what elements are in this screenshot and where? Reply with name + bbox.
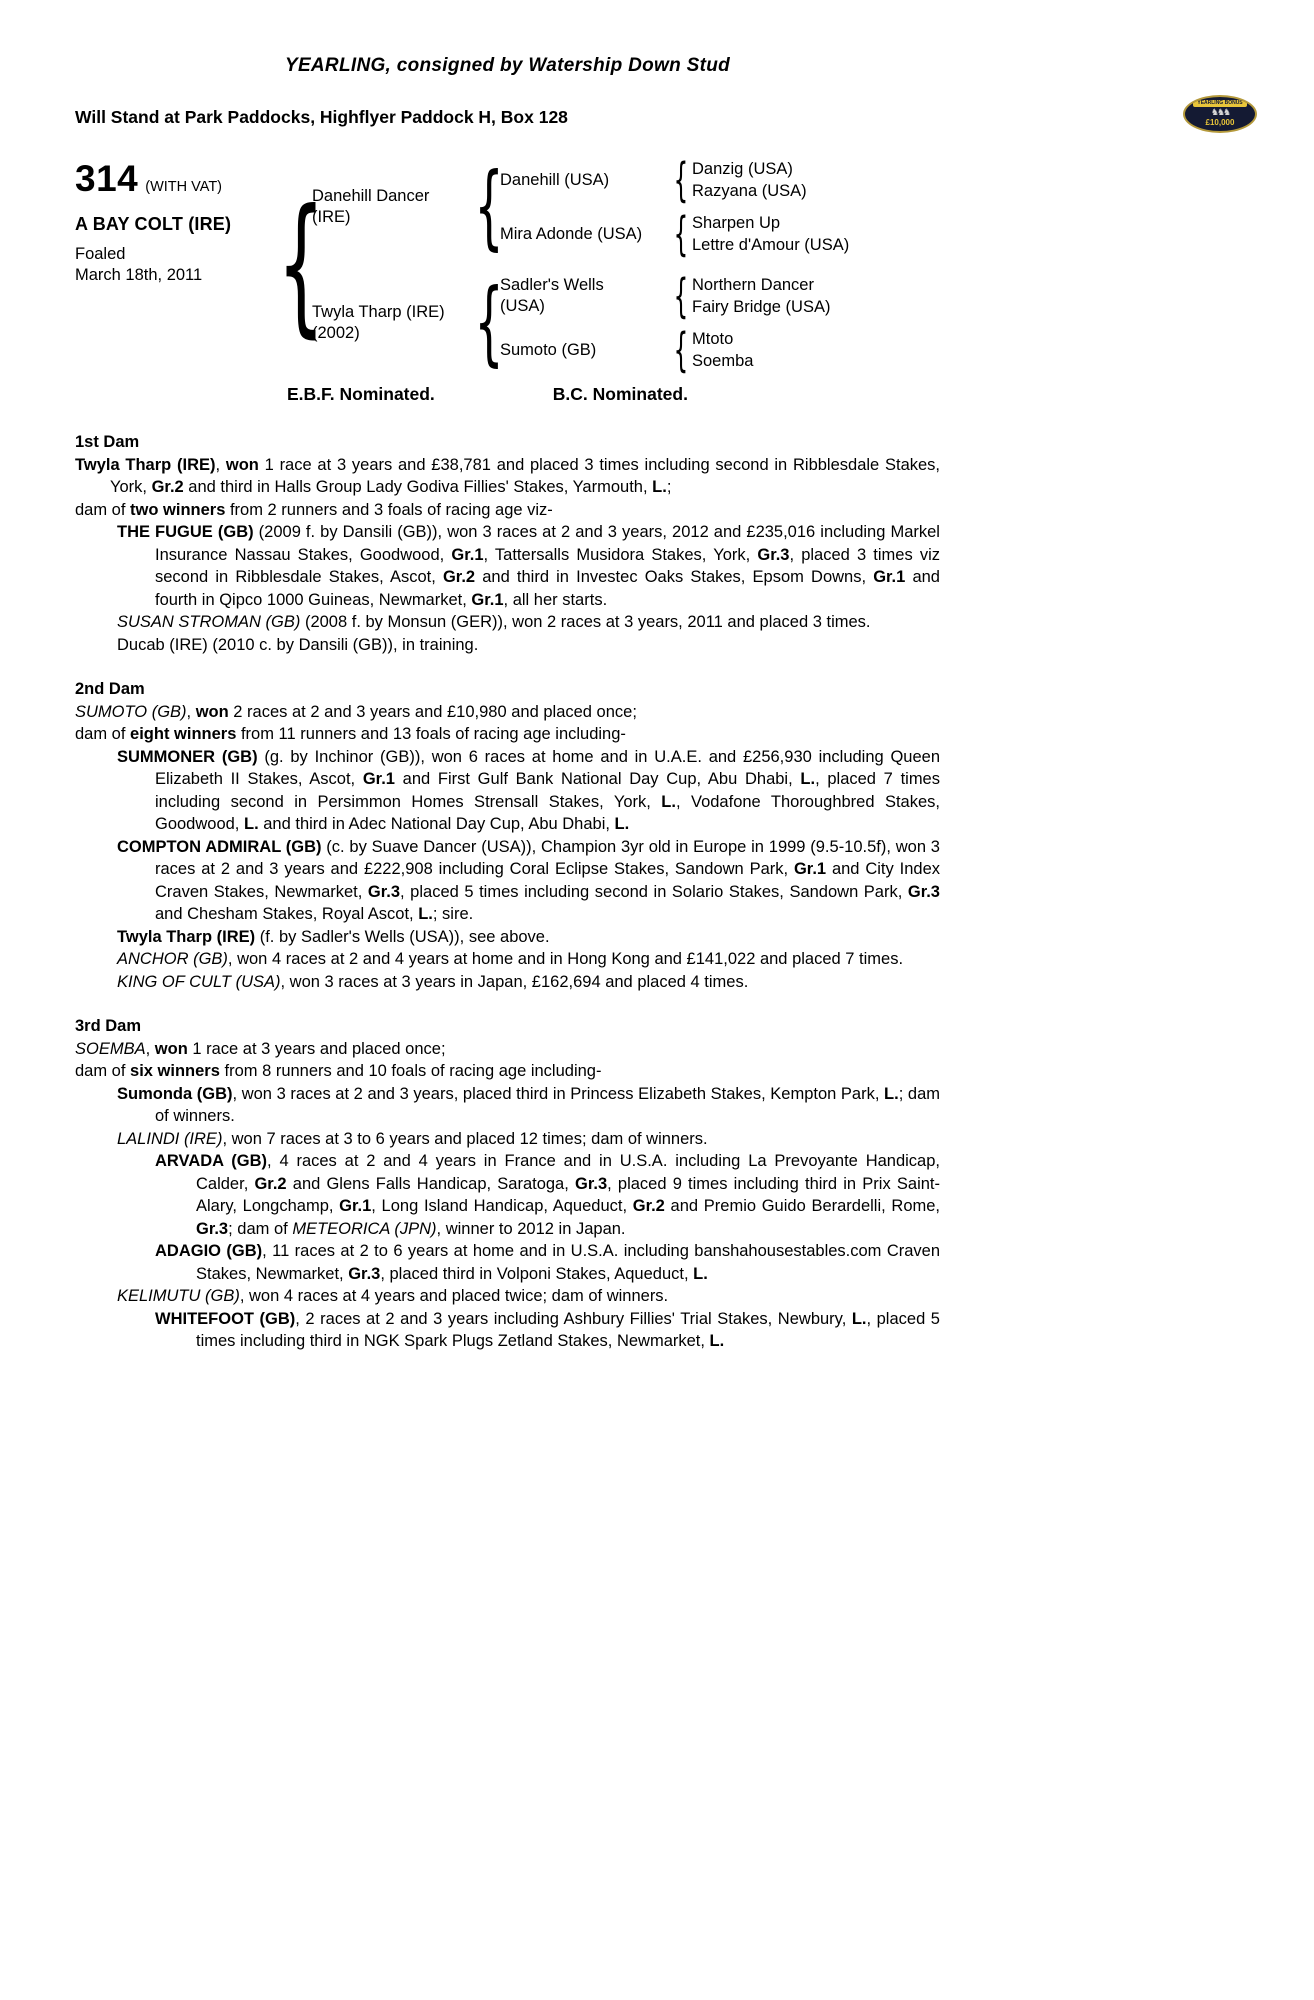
paragraph: Sumonda (GB), won 3 races at 2 and 3 years, placed third in Princess Elizabeth Stakes, Kempton Park, L.; dam of winners. xyxy=(117,1084,940,1125)
catalogue-page xyxy=(75,0,940,1353)
paragraph: SUMOTO (GB), won 2 races at 2 and 3 years and £10,980 and placed once; xyxy=(75,702,637,721)
paragraph: KELIMUTU (GB), won 4 races at 4 years and placed twice; dam of winners. xyxy=(117,1287,669,1305)
paragraph: SUMMONER (GB) (g. by Inchinor (GB)), won 6 races at home and in U.A.E. and £256,930 including Queen Elizabeth II Stakes, Ascot, Gr.1 and First Gulf Bank National Day Cup, Abu Dhabi, L., placed 7 times including second in Persimmon Homes Strensall Stakes, York, L., Vodafone Thoroughbred Stakes, Goodwood, L. and third in Adec National Day Cup, Abu Dhabi, L. xyxy=(117,747,940,833)
paragraph: Twyla Tharp (IRE), won 1 race at 3 years and £38,781 and placed 3 times including second in Ribblesdale Stakes, York, Gr.2 and third in Halls Group Lady Godiva Fillies' Stakes, Yarmouth, L.; xyxy=(75,455,941,496)
paragraph: KING OF CULT (USA), won 3 races at 3 years in Japan, £162,694 and placed 4 times. xyxy=(117,972,749,991)
foaled-label: Foaled xyxy=(75,245,126,263)
brace-sire-sire xyxy=(670,158,692,202)
paragraph: dam of six winners from 8 runners and 10 foals of racing age including- xyxy=(75,1062,602,1080)
paragraph: ADAGIO (GB), 11 races at 2 to 6 years at home and in U.S.A. including banshahousestables.com Craven Stakes, Newmarket, Gr.3, placed third in Volponi Stakes, Aqueduct, L. xyxy=(155,1242,941,1283)
stand-location-line: Will Stand at Park Paddocks, Highflyer Paddock H, Box 128 xyxy=(75,107,568,127)
foaled-date: March 18th, 2011 xyxy=(75,266,203,284)
pedigree-sire-dam-sire: Sharpen Up xyxy=(692,214,781,232)
pedigree-sire-sire-dam: Razyana (USA) xyxy=(692,182,807,200)
brace-dam-sire xyxy=(670,274,692,318)
paragraph: ANCHOR (GB), won 4 races at 2 and 4 years at home and in Hong Kong and £141,022 and placed 7 times. xyxy=(117,950,904,968)
brace-sire-dam xyxy=(670,212,692,256)
paragraph: dam of eight winners from 11 runners and 13 foals of racing age including- xyxy=(75,725,626,743)
pedigree-text xyxy=(75,431,940,1353)
ebf-nominated-label: E.B.F. Nominated. xyxy=(287,384,435,404)
yearling-bonus-badge xyxy=(1183,95,1257,133)
paragraph: LALINDI (IRE), won 7 races at 3 to 6 years and placed 12 times; dam of winners. xyxy=(117,1129,708,1148)
paragraph: SUSAN STROMAN (GB) (2008 f. by Monsun (GER)), won 2 races at 3 years, 2011 and placed 3 times. xyxy=(117,613,871,631)
paragraph: SOEMBA, won 1 race at 3 years and placed once; xyxy=(75,1039,446,1058)
pedigree-sire-sire: Danehill (USA) xyxy=(500,170,610,189)
brace-dam xyxy=(478,274,500,372)
lot-description: A BAY COLT (IRE) xyxy=(75,214,232,234)
nominations-row xyxy=(75,384,940,405)
bc-nominated-label: B.C. Nominated. xyxy=(552,384,688,404)
paragraph: THE FUGUE (GB) (2009 f. by Dansili (GB)), won 3 races at 2 and 3 years, 2012 and £235,016 including Markel Insurance Nassau Stakes, Goodwood, Gr.1, Tattersalls Musidora Stakes, York, Gr.3, placed 3 times viz second in Ribblesdale Stakes, Ascot, Gr.2 and third in Investec Oaks Stakes, Epsom Downs, Gr.1 and fourth in Qipco 1000 Guineas, Newmarket, Gr.1, all her starts. xyxy=(117,523,940,609)
heading-2nd-dam: 2nd Dam xyxy=(75,680,145,698)
lot-header-block xyxy=(75,158,940,372)
badge-amount-label: £10,000 xyxy=(1205,118,1235,127)
paragraph: WHITEFOOT (GB), 2 races at 2 and 3 years including Ashbury Fillies' Trial Stakes, Newbury, L., placed 5 times including third in NGK Spark Plugs Zetland Stakes, Newmarket, L. xyxy=(155,1309,940,1350)
pedigree-dam-dam-dam: Soemba xyxy=(692,352,754,370)
pedigree-dam: Twyla Tharp (IRE) (2002) xyxy=(312,303,445,342)
pedigree-sire-dam: Mira Adonde (USA) xyxy=(500,224,643,243)
pedigree-sire-dam-dam: Lettre d'Amour (USA) xyxy=(692,236,850,254)
paragraph: COMPTON ADMIRAL (GB) (c. by Suave Dancer (USA)), Champion 3yr old in Europe in 1999 (9.5-10.5f), won 3 races at 2 and 3 years and £222,908 including Coral Eclipse Stakes, Sandown Park, Gr.1 and City Index Craven Stakes, Newmarket, Gr.3, placed 5 times including second in Solario Stakes, Sandown Park, Gr.3 and Chesham Stakes, Royal Ascot, L.; sire. xyxy=(117,837,940,923)
section-1st-dam xyxy=(75,431,940,656)
paragraph: dam of two winners from 2 runners and 3 foals of racing age viz- xyxy=(75,500,553,519)
section-2nd-dam xyxy=(75,678,940,993)
paragraph: Ducab (IRE) (2010 c. by Dansili (GB)), in training. xyxy=(117,635,479,654)
brace-dam-dam xyxy=(670,328,692,372)
paragraph: ARVADA (GB), 4 races at 2 and 4 years in France and in U.S.A. including La Prevoyante Handicap, Calder, Gr.2 and Glens Falls Handicap, Saratoga, Gr.3, placed 9 times including third in Prix Saint-Alary, Longchamp, Gr.1, Long Island Handicap, Aqueduct, Gr.2 and Premio Guido Berardelli, Rome, Gr.3; dam of METEORICA (JPN), winner to 2012 in Japan. xyxy=(155,1152,941,1238)
horses-icon: ♞♞♞ xyxy=(1210,107,1230,117)
pedigree-dam-sire-dam: Fairy Bridge (USA) xyxy=(692,298,831,316)
lot-number: 314 xyxy=(75,158,139,199)
pedigree-dam-dam-sire: Mtoto xyxy=(692,330,734,348)
badge-banner-label: YEARLING BONUS xyxy=(1193,100,1246,107)
pedigree-dam-sire: Sadler's Wells (USA) xyxy=(500,276,604,315)
pedigree-sire: Danehill Dancer (IRE) xyxy=(312,187,430,226)
pedigree-dam-dam: Sumoto (GB) xyxy=(500,340,597,359)
brace-gen1 xyxy=(290,158,312,372)
heading-1st-dam: 1st Dam xyxy=(75,433,140,451)
with-vat-label: (WITH VAT) xyxy=(145,179,223,195)
pedigree-dam-sire-sire: Northern Dancer xyxy=(692,276,814,294)
heading-3rd-dam: 3rd Dam xyxy=(75,1017,142,1035)
pedigree-tree xyxy=(288,158,940,372)
consignor-line: YEARLING, consigned by Watership Down Stud xyxy=(284,55,731,76)
section-3rd-dam xyxy=(75,1015,940,1353)
paragraph: Twyla Tharp (IRE) (f. by Sadler's Wells (USA)), see above. xyxy=(117,927,550,946)
brace-sire xyxy=(478,158,500,256)
pedigree-sire-sire-sire: Danzig (USA) xyxy=(692,160,793,178)
lot-block xyxy=(75,158,288,372)
